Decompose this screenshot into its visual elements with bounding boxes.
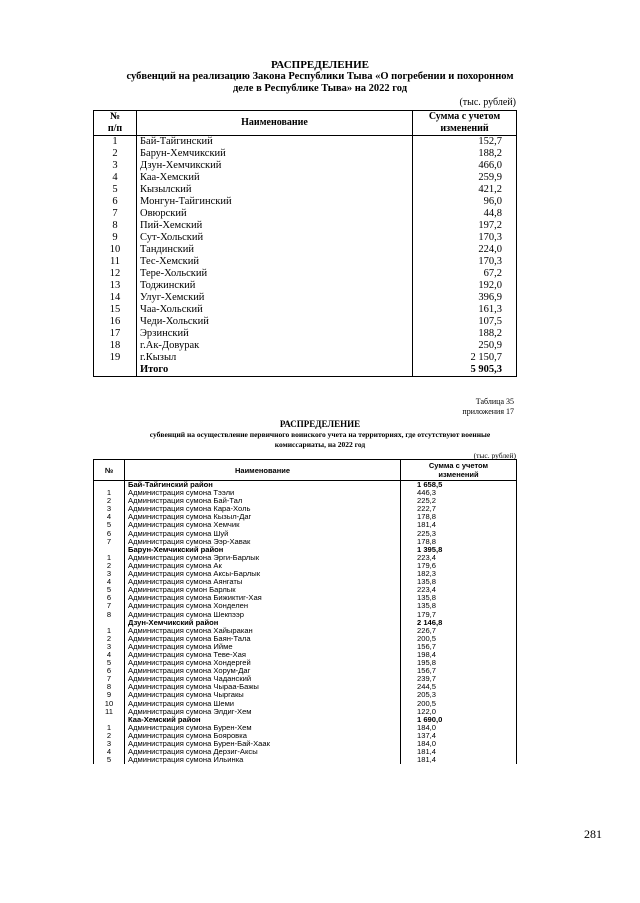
row-name: Овюрский [137, 208, 413, 220]
table1-total-row [94, 364, 517, 377]
row-sum: 222,7 [401, 505, 517, 513]
row-number: 2 [94, 497, 125, 505]
row-name: Дзун-Хемчикский район [125, 619, 401, 627]
row-name: Администрация сумона Хемчик [125, 521, 401, 529]
row-number: 6 [94, 530, 125, 538]
row-number: 11 [94, 708, 125, 716]
row-name: Дзун-Хемчикский [137, 160, 413, 172]
page-number: 281 [584, 827, 602, 841]
table2-header-sum-line1: Сумма с учетом [428, 461, 489, 470]
table1-title: РАСПРЕДЕЛЕНИЕ [270, 59, 369, 71]
row-sum: 195,8 [401, 659, 517, 667]
row-sum: 1 658,5 [401, 481, 517, 490]
row-name: Чеди-Хольский [137, 316, 413, 328]
row-sum: 466,0 [413, 160, 517, 172]
row-number: 5 [94, 521, 125, 529]
table2-header-row [94, 460, 517, 481]
row-number: 17 [94, 328, 137, 340]
row-number: 2 [94, 635, 125, 643]
row-sum: 44,8 [413, 208, 517, 220]
row-name: Бай-Тайгинский [137, 136, 413, 149]
table1-row [94, 352, 517, 364]
row-name: Администрация сумона Хонделен [125, 602, 401, 610]
row-sum: 181,4 [401, 748, 517, 756]
row-number: 3 [94, 505, 125, 513]
table2-header-sum [401, 460, 517, 481]
row-name: Каа-Хемский район [125, 716, 401, 724]
row-number: 14 [94, 292, 137, 304]
table1-header-sum [413, 111, 517, 136]
row-name: Администрация сумона Ийме [125, 643, 401, 651]
row-sum: 135,8 [401, 594, 517, 602]
row-sum: 2 146,8 [401, 619, 517, 627]
table2 [93, 459, 517, 764]
row-name: Администрация сумона Бурен-Хем [125, 724, 401, 732]
row-sum: 152,7 [413, 136, 517, 149]
table1-row [94, 208, 517, 220]
row-name: Администрация сумона Дерзиг-Аксы [125, 748, 401, 756]
row-number: 4 [94, 651, 125, 659]
row-sum: 1 690,0 [401, 716, 517, 724]
row-sum: 192,0 [413, 280, 517, 292]
table1-subtitle [90, 71, 550, 95]
row-number: 19 [94, 352, 137, 364]
row-number: 5 [94, 756, 125, 764]
row-sum: 188,2 [413, 328, 517, 340]
row-name: Тере-Хольский [137, 268, 413, 280]
table2-header-num: № [94, 460, 125, 481]
row-sum: 67,2 [413, 268, 517, 280]
row-number: 4 [94, 748, 125, 756]
row-sum: 223,4 [401, 554, 517, 562]
row-name: Администрация сумона Ак [125, 562, 401, 570]
row-sum: 184,0 [401, 740, 517, 748]
row-number: 2 [94, 148, 137, 160]
row-name: Администрация сумона Шекпээр [125, 611, 401, 619]
row-sum: 197,2 [413, 220, 517, 232]
row-number: 8 [94, 611, 125, 619]
row-number: 1 [94, 136, 137, 149]
row-name: Администрация сумона Хорум-Даг [125, 667, 401, 675]
row-sum: 170,3 [413, 232, 517, 244]
row-sum: 225,2 [401, 497, 517, 505]
row-sum: 446,3 [401, 489, 517, 497]
row-name: Администрация сумона Чыргакы [125, 691, 401, 699]
total-number-empty [94, 364, 137, 377]
row-number: 7 [94, 538, 125, 546]
row-number: 15 [94, 304, 137, 316]
row-name: Бай-Тайгинский район [125, 481, 401, 490]
row-number: 7 [94, 602, 125, 610]
row-sum: 179,7 [401, 611, 517, 619]
row-name: Администрация сумона Аксы-Барлык [125, 570, 401, 578]
table1-row [94, 268, 517, 280]
table1-row [94, 328, 517, 340]
total-label: Итого [137, 364, 413, 377]
row-name: Кызылский [137, 184, 413, 196]
row-number: 6 [94, 196, 137, 208]
row-name: Каа-Хемский [137, 172, 413, 184]
row-name: Администрация сумона Хайыракан [125, 627, 401, 635]
table1-row [94, 340, 517, 352]
row-sum: 156,7 [401, 667, 517, 675]
row-name: Администрация сумона Теве-Хая [125, 651, 401, 659]
row-sum: 421,2 [413, 184, 517, 196]
row-name: Администрация сумона Чаданский [125, 675, 401, 683]
row-number: 2 [94, 562, 125, 570]
total-sum: 5 905,3 [413, 364, 517, 377]
row-number: 3 [94, 740, 125, 748]
table1-body [94, 136, 517, 377]
row-number: 16 [94, 316, 137, 328]
row-sum: 170,3 [413, 256, 517, 268]
row-number: 5 [94, 184, 137, 196]
table1-header-num [94, 111, 137, 136]
table2-body [94, 481, 517, 765]
row-name: Чаа-Хольский [137, 304, 413, 316]
row-name: Администрация сумона Бижиктиг-Хая [125, 594, 401, 602]
row-sum: 225,3 [401, 530, 517, 538]
row-name: Улуг-Хемский [137, 292, 413, 304]
row-number: 4 [94, 578, 125, 586]
row-sum: 224,0 [413, 244, 517, 256]
row-name: Администрация сумона Кызыл-Даг [125, 513, 401, 521]
row-sum: 184,0 [401, 724, 517, 732]
row-number: 4 [94, 172, 137, 184]
row-name: г.Кызыл [137, 352, 413, 364]
row-number: 3 [94, 570, 125, 578]
row-sum: 259,9 [413, 172, 517, 184]
row-name: Барун-Хемчикский район [125, 546, 401, 554]
row-name: Эрзинский [137, 328, 413, 340]
row-number: 7 [94, 208, 137, 220]
table1 [93, 110, 517, 377]
row-name: Тандинский [137, 244, 413, 256]
row-name: Барун-Хемчикский [137, 148, 413, 160]
table1-row [94, 244, 517, 256]
table1-row [94, 148, 517, 160]
row-sum: 107,5 [413, 316, 517, 328]
row-number: 11 [94, 256, 137, 268]
row-number: 1 [94, 627, 125, 635]
row-name: Администрация сумона Бурен-Бай-Хаак [125, 740, 401, 748]
row-number: 6 [94, 667, 125, 675]
row-name: Администрация сумона Чыраа-Бажы [125, 683, 401, 691]
row-sum: 178,8 [401, 538, 517, 546]
row-name: Администрация сумона Баян-Тала [125, 635, 401, 643]
row-number: 12 [94, 268, 137, 280]
row-number: 3 [94, 643, 125, 651]
row-sum: 239,7 [401, 675, 517, 683]
table1-row [94, 256, 517, 268]
row-name: Пий-Хемский [137, 220, 413, 232]
row-sum: 200,5 [401, 635, 517, 643]
table1-header-num-line1: № [109, 111, 121, 122]
row-sum: 2 150,7 [413, 352, 517, 364]
row-sum: 178,8 [401, 513, 517, 521]
row-name: Администрация сумона Шуй [125, 530, 401, 538]
row-name: Тес-Хемский [137, 256, 413, 268]
table2-subtitle [90, 430, 550, 450]
row-name: Тоджинский [137, 280, 413, 292]
table1-units: (тыс. рублей) [459, 97, 516, 108]
row-name: Администрация сумон Барлык [125, 586, 401, 594]
row-name: Администрация сумона Шеми [125, 700, 401, 708]
row-sum: 188,2 [413, 148, 517, 160]
table1-header-row [94, 111, 517, 136]
row-sum: 244,5 [401, 683, 517, 691]
table1-subtitle-line2: деле в Республике Тыва» на 2022 год [232, 83, 408, 94]
row-sum: 250,9 [413, 340, 517, 352]
table1-header-num-line2: п/п [107, 123, 123, 134]
row-sum: 122,0 [401, 708, 517, 716]
row-name: Администрация сумона Ээр-Хавак [125, 538, 401, 546]
table1-row [94, 196, 517, 208]
table1-row [94, 280, 517, 292]
row-name: Администрация сумона Бай-Тал [125, 497, 401, 505]
row-sum: 200,5 [401, 700, 517, 708]
table1-row [94, 292, 517, 304]
row-number: 9 [94, 232, 137, 244]
table1-header-sum-line1: Сумма с учетом [428, 111, 501, 122]
row-number: 6 [94, 594, 125, 602]
table2-units: (тыс. рублей) [473, 451, 516, 460]
row-sum: 198,4 [401, 651, 517, 659]
row-name: Администрация сумона Ильинка [125, 756, 401, 764]
table2-subtitle-line2: комиссариаты, на 2022 год [274, 440, 366, 449]
row-name: Администрация сумона Тээли [125, 489, 401, 497]
table1-row [94, 220, 517, 232]
row-name: Администрация сумона Кара-Холь [125, 505, 401, 513]
row-number: 2 [94, 732, 125, 740]
row-sum: 226,7 [401, 627, 517, 635]
row-name: Администрация сумона Бояровка [125, 732, 401, 740]
row-sum: 156,7 [401, 643, 517, 651]
table1-row [94, 136, 517, 149]
row-number: 1 [94, 724, 125, 732]
row-name: Администрация сумона Эрги-Барлык [125, 554, 401, 562]
row-number: 1 [94, 554, 125, 562]
row-sum: 161,3 [413, 304, 517, 316]
row-name: г.Ак-Довурак [137, 340, 413, 352]
row-sum: 181,4 [401, 521, 517, 529]
row-name: Сут-Хольский [137, 232, 413, 244]
row-sum: 181,4 [401, 756, 517, 764]
table2-appendix: приложения 17 [462, 407, 514, 416]
row-number: 4 [94, 513, 125, 521]
row-sum: 1 395,8 [401, 546, 517, 554]
row-number: 7 [94, 675, 125, 683]
row-number: 1 [94, 489, 125, 497]
table1-row [94, 304, 517, 316]
table2-row [94, 756, 517, 764]
row-number: 8 [94, 220, 137, 232]
row-name: Монгун-Тайгинский [137, 196, 413, 208]
row-number: 5 [94, 586, 125, 594]
row-number: 9 [94, 691, 125, 699]
table1-row [94, 172, 517, 184]
row-number: 10 [94, 700, 125, 708]
row-sum: 135,8 [401, 602, 517, 610]
table1-row [94, 184, 517, 196]
table1-header-sum-line2: изменений [440, 123, 489, 134]
table2-reference [462, 397, 514, 417]
table1-row [94, 316, 517, 328]
table2-title: РАСПРЕДЕЛЕНИЕ [279, 419, 361, 429]
row-sum: 205,3 [401, 691, 517, 699]
table1-subtitle-line1: субвенций на реализацию Закона Республики Тыва «О погребении и похоронном [126, 71, 514, 82]
row-number: 13 [94, 280, 137, 292]
table1-row [94, 232, 517, 244]
row-name: Администрация сумона Элдиг-Хем [125, 708, 401, 716]
row-number: 18 [94, 340, 137, 352]
table2-header-sum-line2: изменений [438, 470, 479, 479]
row-number: 3 [94, 160, 137, 172]
row-sum: 179,6 [401, 562, 517, 570]
row-sum: 96,0 [413, 196, 517, 208]
table2-subtitle-line1: субвенций на осуществление первичного воинского учета на территориях, где отсутствуют военные [149, 430, 491, 439]
row-name: Администрация сумона Хондергей [125, 659, 401, 667]
row-name: Администрация сумона Аянгаты [125, 578, 401, 586]
row-sum: 396,9 [413, 292, 517, 304]
row-number: 5 [94, 659, 125, 667]
row-sum: 135,8 [401, 578, 517, 586]
table2-header-name: Наименование [125, 460, 401, 481]
row-sum: 137,4 [401, 732, 517, 740]
table1-row [94, 160, 517, 172]
row-sum: 223,4 [401, 586, 517, 594]
table2-number: Таблица 35 [475, 397, 514, 406]
table1-header-name: Наименование [137, 111, 413, 136]
row-number: 8 [94, 683, 125, 691]
row-sum: 182,3 [401, 570, 517, 578]
row-number: 10 [94, 244, 137, 256]
